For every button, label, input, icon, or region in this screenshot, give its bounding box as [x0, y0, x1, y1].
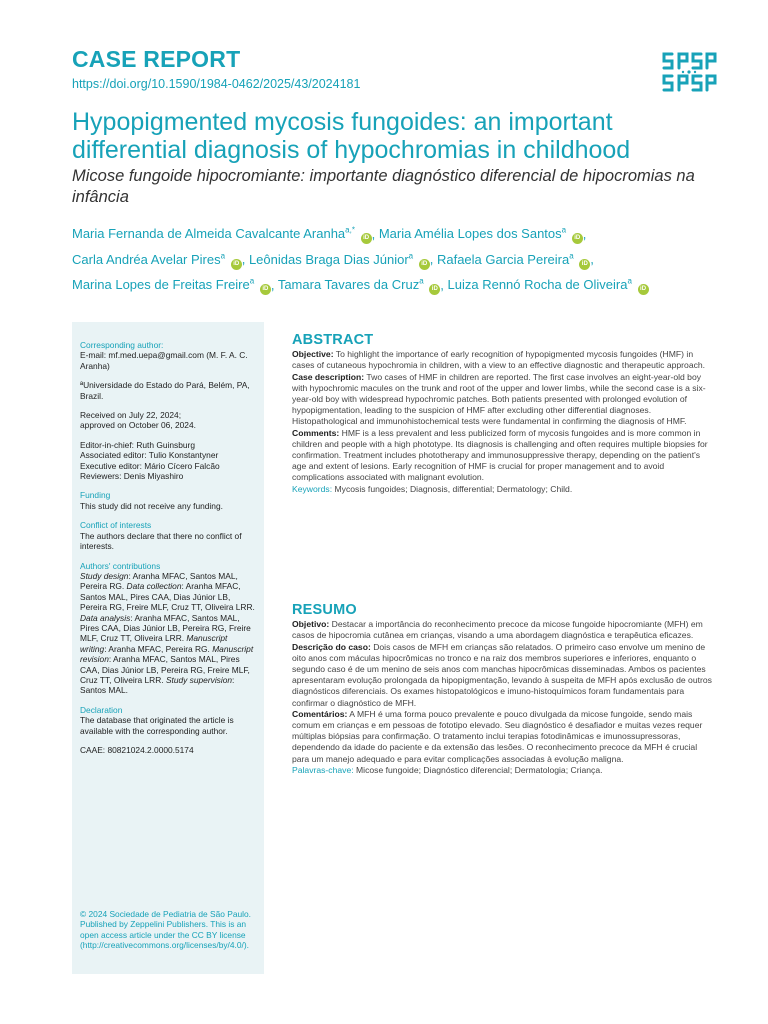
- resumo-keywords: Palavras-chave: Micose fungoide; Diagnóstico diferencial; Dermatologia; Criança.: [292, 764, 603, 775]
- declaration-block: [80, 705, 256, 736]
- author-list: Maria Fernanda de Almeida Cavalcante Aranha$^{a,*}$ iD , Maria Amélia Lopes dos Santos$^a$ iD , Carla Andréa Avelar Pires$^a$ iD , Leônidas Braga Dias Júnior$^a$ iD , Rafaela Garcia Pereira$^a$ iD , Marina Lopes de Freitas Freire$^a$ iD , Tamara Tavares da Cruz$^a$ iD , Luiza Rennó Rocha de Oliveira$^a$ iD: [72, 220, 722, 296]
- orcid-icon[interactable]: iD: [231, 259, 242, 270]
- resumo-case-description: Descrição do caso: Dois casos de MFH em crianças são relatados. O primeiro caso envolve um menino de oito anos com máculas hipocrômicas no tronco e na raiz dos membros superiores e inferiores, enquanto o segundo caso é de um menino de seis anos com manchas hipocrômicas disseminadas. Ambos os pacientes apresentaram evolução prolongada da hipopigmentação, levando à suspeita de MFH após exclusão de outros diagnósticos diferenciais. Os exames histopatológicos e imuno-histoquímicos foram fundamentais para confirmar o diagnóstico de MFH.: [292, 641, 712, 708]
- article-subtitle: Micose fungoide hipocromiante: importante diagnóstico diferencial de hipocromias na infância: [72, 167, 695, 206]
- author-item[interactable]: Maria Fernanda de Almeida Cavalcante Aranha$^{a,*}$ iD: [72, 226, 372, 241]
- orcid-icon[interactable]: iD: [638, 284, 649, 295]
- license-footer[interactable]: © 2024 Sociedade de Pediatria de São Paulo. Published by Zeppelini Publishers. This is an open access article under the CC BY license (http://creativecommons.org/licenses/by/4.0/).: [80, 909, 252, 951]
- article-title: Hypopigmented mycosis fungoides: an important differential diagnosis of hypochromias in childhood: [72, 108, 631, 164]
- declaration-text: The database that originated the article is available with the corresponding author.: [80, 715, 234, 736]
- corresponding-author-label: Corresponding author:: [80, 340, 164, 350]
- approved-date: approved on October 06, 2024.: [80, 420, 196, 431]
- abstract-comments: Comments: HMF is a less prevalent and less publicized form of mycosis fungoides and is more common in children and people with a high phototype. Its diagnosis is challenging and often requires multiple biopsies for confirmation. Treatment includes phototherapy and immunosuppressive therapy, depending on the patient's age and extent of lesions. Early recognition of HMF is crucial for proper management and to avoid complications associated with malignant evolution.: [292, 427, 708, 483]
- author-item[interactable]: Marina Lopes de Freitas Freire$^a$ iD: [72, 277, 271, 292]
- abstract-section: [292, 332, 716, 495]
- orcid-icon[interactable]: iD: [572, 233, 583, 244]
- abstract-keywords: Keywords: Mycosis fungoides; Diagnosis, differential; Dermatology; Child.: [292, 483, 573, 494]
- author-item[interactable]: Tamara Tavares da Cruz$^a$ iD: [278, 277, 440, 292]
- abstract-objective: Objective: To highlight the importance of early recognition of hypopigmented mycosis fungoides (HMF) in cases of cutaneous hypochromia in children, with a view to an effective diagnostic and therapeutic approach.: [292, 349, 706, 371]
- abstract-heading: ABSTRACT: [292, 332, 374, 348]
- funding-block: [80, 490, 256, 511]
- conflict-text: The authors declare that there no conflict of interests.: [80, 530, 242, 552]
- resumo-heading: RESUMO: [292, 602, 357, 618]
- orcid-icon[interactable]: iD: [419, 259, 430, 270]
- funding-label: Funding: [80, 490, 111, 501]
- corresponding-email[interactable]: E-mail: mf.med.uepa@gmail.com (M. F. A. C. Aranha): [80, 350, 248, 371]
- affiliation: ªUniversidade do Estado do Pará, Belém, PA, Brazil.: [80, 380, 250, 401]
- conflict-label: Conflict of interests: [80, 520, 152, 531]
- received-date: Received on July 22, 2024;: [80, 410, 182, 421]
- contributions-block: [80, 561, 256, 696]
- associated-editor: Associated editor: Tulio Konstantyner: [80, 450, 219, 461]
- orcid-icon[interactable]: iD: [579, 259, 590, 270]
- caae-number: CAAE: 80821024.2.0000.5174: [80, 745, 194, 755]
- dates-block: [80, 410, 256, 431]
- conflict-block: [80, 520, 256, 551]
- editors-block: [80, 440, 256, 482]
- reviewers: Reviewers: Denis Miyashiro: [80, 471, 184, 482]
- contributions-label: Authors' contributions: [80, 560, 161, 571]
- editor-in-chief: Editor-in-chief: Ruth Guinsburg: [80, 439, 195, 450]
- resumo-comments: Comentários: A MFH é uma forma pouco prevalente e pouco divulgada da micose fungoide, sendo mais comum em crianças e em pessoas de fototipo elevado. Seu diagnóstico é desafiador e muitas vezes requer múltiplas biópsias para confirmação. O tratamento inclui terapias fotodinâmicas e imunossupressoras, dependendo da idade do paciente e da extensão das lesões. O reconhecimento precoce da MFH é crucial para um manejo adequado e para evitar complicações associadas à evolução maligna.: [292, 708, 703, 764]
- author-item[interactable]: Leônidas Braga Dias Júnior$^a$ iD: [249, 252, 430, 267]
- funding-text: This study did not receive any funding.: [80, 500, 223, 511]
- declaration-label: Declaration: [80, 704, 123, 715]
- executive-editor: Executive editor: Mário Cícero Falcão: [80, 460, 220, 471]
- orcid-icon[interactable]: iD: [429, 284, 440, 295]
- author-item[interactable]: Maria Amélia Lopes dos Santos$^a$ iD: [379, 226, 583, 241]
- orcid-icon[interactable]: iD: [361, 233, 372, 244]
- abstract-case-description: Case description: Two cases of HMF in children are reported. The first case involves an eight-year-old boy with hypochromic macules on the trunk and root of the upper and lower limbs, while the second case is a six-year-old boy with widespread hypochromic patches. Both patients presented with prolonged evolution of hypopigmentation, leading to the suspicion of HMF after excluding other differential diagnoses. Histopathological and immunohistochemical tests were fundamental in confirming the diagnosis of HMF.: [292, 371, 706, 427]
- author-item[interactable]: Rafaela Garcia Pereira$^a$ iD: [437, 252, 590, 267]
- contributions-text: Study design: Aranha MFAC, Santos MAL, Pereira RG. Data collection: Aranha MFAC, Santos MAL, Pires CAA, Dias Júnior LB, Pereira RG, Freire MLF, Cruz TT, Oliveira LRR. Data analysis: Aranha MFAC, Santos MAL, Pires CAA, Dias Júnior LB, Pereira RG, Freire MLF, Cruz TT, Oliveira LRR. Manuscript writing: Aranha MFAC, Pereira RG. Manuscript revision: Aranha MFAC, Santos MAL, Pires CAA, Dias Júnior LB, Pereira RG, Freire MLF, Cruz TT, Oliveira LRR. Study supervision: Santos MAL.: [80, 570, 255, 696]
- author-item[interactable]: Carla Andréa Avelar Pires$^a$ iD: [72, 252, 242, 267]
- orcid-icon[interactable]: iD: [260, 284, 271, 295]
- spsp-logo-icon: [660, 50, 718, 94]
- author-item[interactable]: Luiza Rennó Rocha de Oliveira$^a$ iD: [448, 277, 649, 292]
- article-type-label: CASE REPORT: [72, 46, 241, 72]
- corresponding-author-block: [80, 340, 256, 371]
- doi-link[interactable]: https://doi.org/10.1590/1984-0462/2025/43/2024181: [72, 77, 361, 91]
- resumo-objective: Objetivo: Destacar a importância do reconhecimento precoce da micose fungoide hipocromiante (MFH) em casos de hipocromia cutânea em crianças, visando a uma abordagem diagnóstica e terapêutica eficazes.: [292, 619, 703, 641]
- article-info-sidebar: [72, 322, 264, 974]
- resumo-section: [292, 602, 716, 776]
